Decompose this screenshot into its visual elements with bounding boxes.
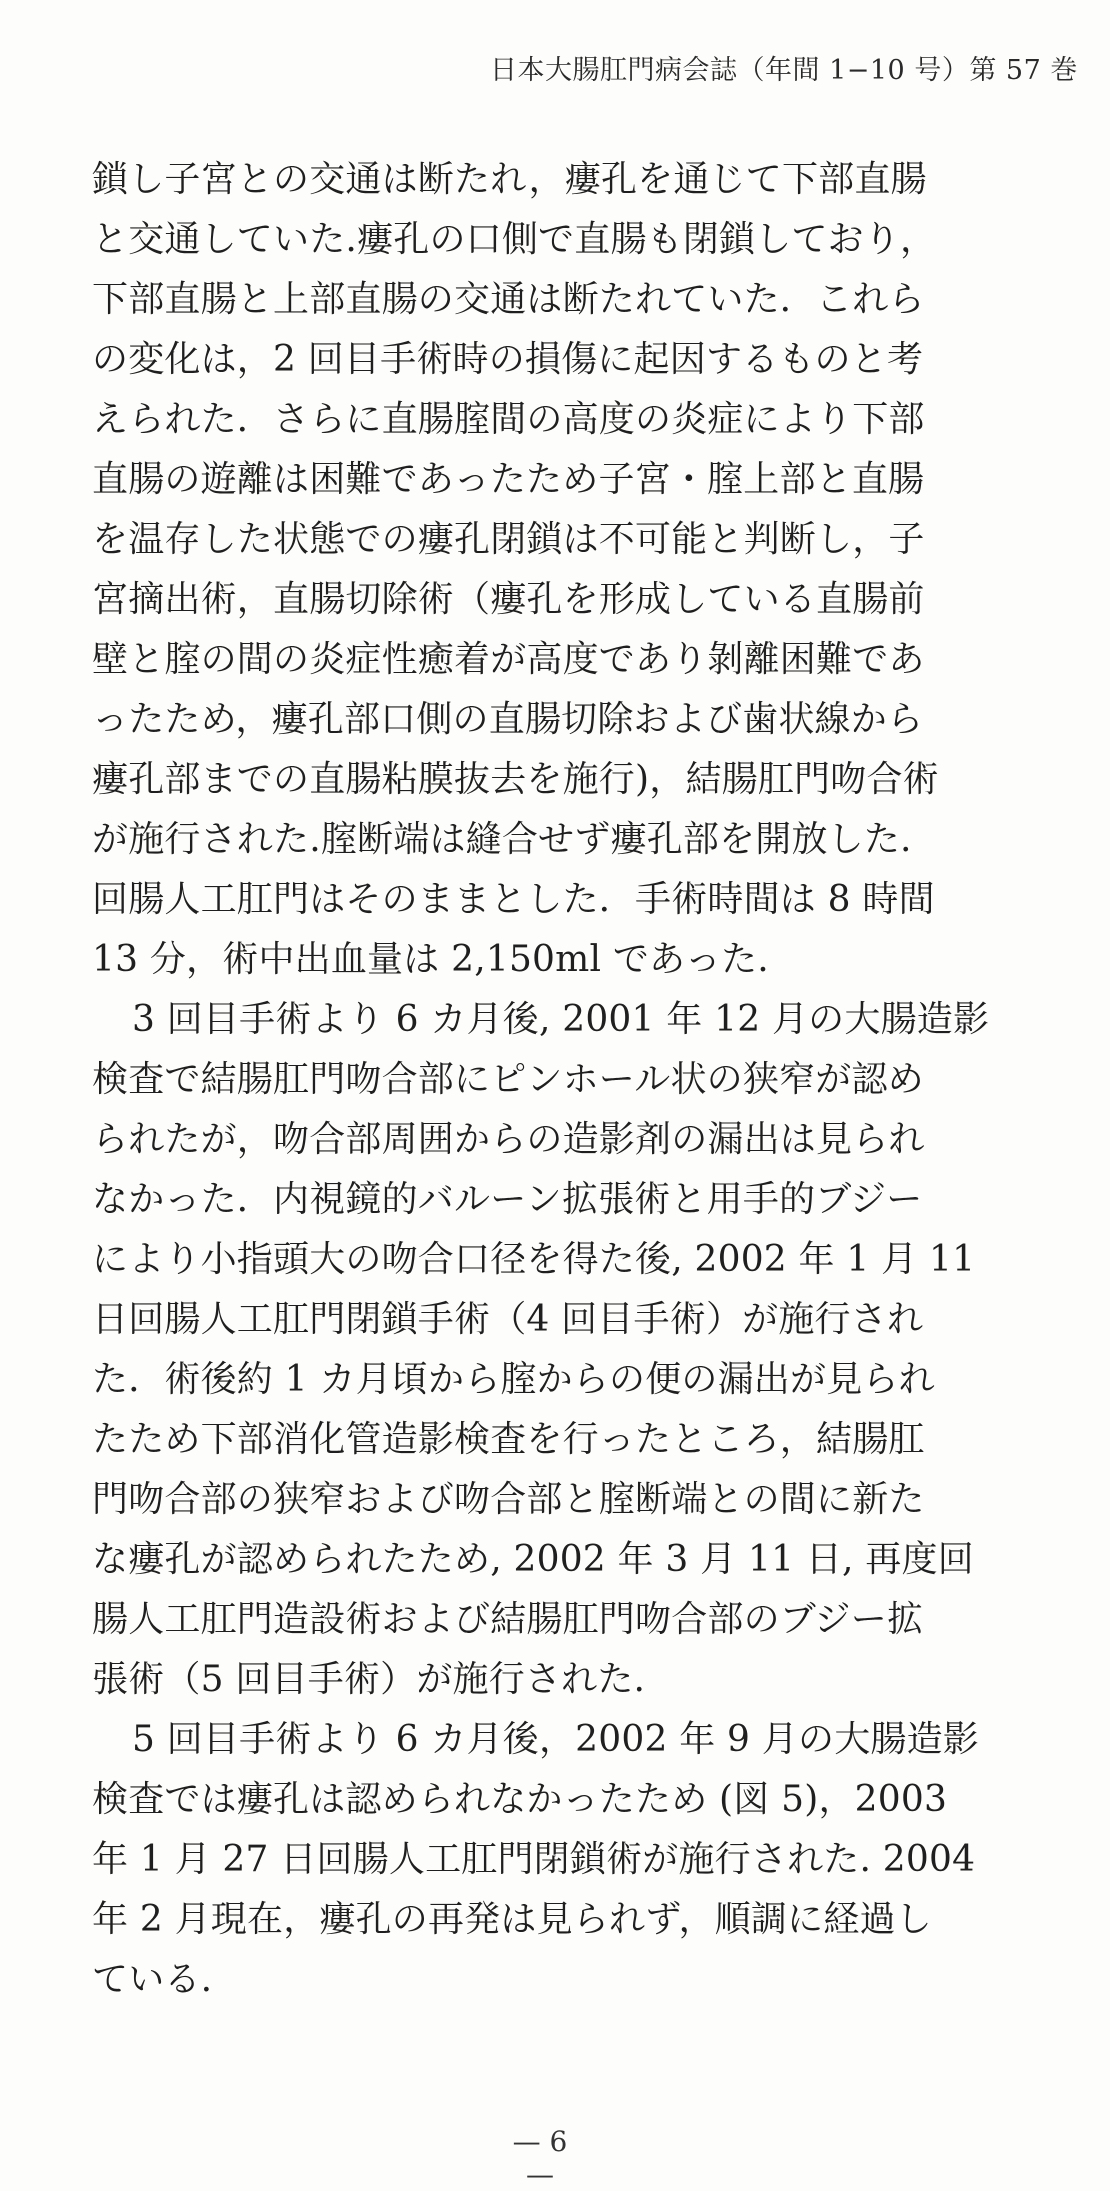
text-line: 日回腸人工肛門閉鎖手術（4 回目手術）が施行され <box>92 1299 924 1340</box>
text-line: 下部直腸と上部直腸の交通は断たれていた．これら <box>92 279 925 320</box>
text-line: 壁と腟の間の炎症性癒着が高度であり剝離困難であ <box>92 639 925 680</box>
text-line: 鎖し子宮との交通は断たれ，瘻孔を通じて下部直腸 <box>92 159 927 200</box>
text-line: なかった．内視鏡的バルーン拡張術と用手的ブジー <box>92 1179 923 1220</box>
text-line: 年 2 月現在，瘻孔の再発は見られず，順調に経過し <box>92 1899 932 1940</box>
text-line: 回腸人工肛門はそのままとした．手術時間は 8 時間 <box>92 879 935 920</box>
text-line: 検査では瘻孔は認められなかったため (図 5)，2003 <box>92 1779 948 1820</box>
text-line: ったため，瘻孔部口側の直腸切除および歯状線から <box>92 699 924 740</box>
text-line: えられた．さらに直腸腟間の高度の炎症により下部 <box>92 399 925 440</box>
text-line: を温存した状態での瘻孔閉鎖は不可能と判断し，子 <box>92 519 925 560</box>
text-line: と交通していた.瘻孔の口側で直腸も閉鎖しており， <box>92 219 937 260</box>
text-line: 張術（5 回目手術）が施行された. <box>92 1659 646 1700</box>
text-line: 13 分，術中出血量は 2,150ml であった. <box>92 939 769 980</box>
text-line: たため下部消化管造影検査を行ったところ，結腸肛 <box>92 1419 925 1460</box>
text-line: が施行された.腟断端は縫合せず瘻孔部を開放した. <box>92 819 912 860</box>
paragraph-start-line: 5 回目手術より 6 カ月後，2002 年 9 月の大腸造影 <box>132 1719 979 1760</box>
text-line: により小指頭大の吻合口径を得た後, 2002 年 1 月 11 <box>92 1239 976 1280</box>
text-line: 宮摘出術，直腸切除術（瘻孔を形成している直腸前 <box>92 579 925 620</box>
text-line: 瘻孔部までの直腸粘膜抜去を施行)，結腸肛門吻合術 <box>92 759 939 800</box>
text-line: た．術後約 1 カ月頃から腟からの便の漏出が見られ <box>92 1359 935 1400</box>
page-number: — 6 — <box>512 2125 568 2191</box>
running-header: 日本大腸肛門病会誌（年間 1−10 号）第 57 巻 <box>490 55 1078 86</box>
text-line: の変化は，2 回目手術時の損傷に起因するものと考 <box>92 339 924 380</box>
text-line: 年 1 月 27 日回腸人工肛門閉鎖術が施行された. 2004 <box>92 1839 976 1880</box>
text-line: られたが，吻合部周囲からの造影剤の漏出は見られ <box>92 1119 925 1160</box>
text-line: 腸人工肛門造設術および結腸肛門吻合部のブジー拡 <box>92 1599 924 1640</box>
text-line: ている. <box>92 1959 213 2000</box>
text-line: 直腸の遊離は困難であったため子宮・腟上部と直腸 <box>92 459 925 500</box>
body-text <box>92 150 992 2010</box>
text-line: な瘻孔が認められたため, 2002 年 3 月 11 日, 再度回 <box>92 1539 974 1580</box>
text-line: 検査で結腸肛門吻合部にピンホール状の狭窄が認め <box>92 1059 924 1100</box>
text-line: 門吻合部の狭窄および吻合部と腟断端との間に新た <box>92 1479 925 1520</box>
paragraph-start-line: 3 回目手術より 6 カ月後, 2001 年 12 月の大腸造影 <box>132 999 990 1040</box>
